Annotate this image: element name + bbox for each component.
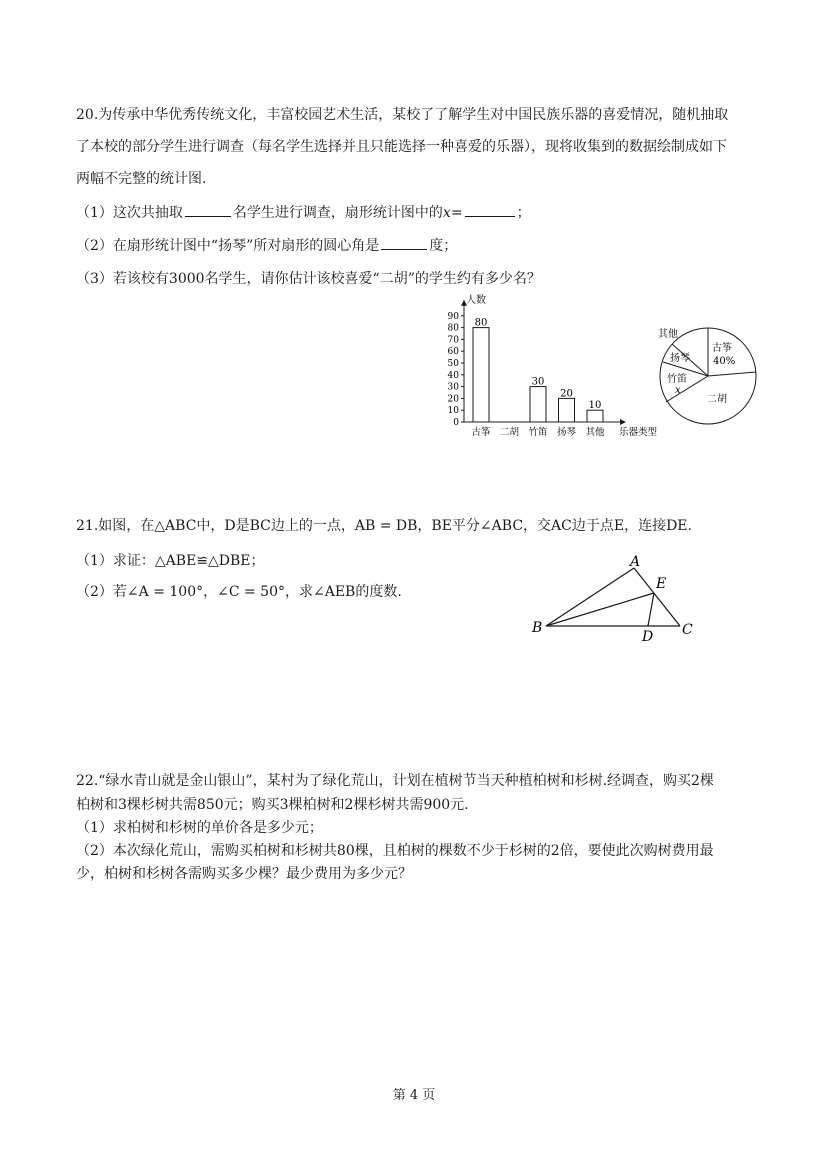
y-axis-label: 人数	[466, 295, 486, 306]
answer-blank	[185, 202, 231, 217]
q20-line3: 两幅不完整的统计图.	[76, 171, 207, 187]
label-E: E	[656, 576, 667, 592]
bar	[530, 387, 546, 422]
q20-line1: 20.为传承中华优秀传统文化，丰富校园艺术生活，某校了了解学生对中国民族乐器的喜爱情况，随机抽取	[76, 107, 729, 123]
pie-label-percent: 40%	[713, 356, 736, 367]
bar	[587, 410, 603, 422]
label-C: C	[682, 622, 693, 638]
bar-chart	[438, 292, 660, 442]
q21-part1: （1）求证：△ABE≌△DBE；	[76, 553, 265, 569]
bar	[473, 328, 489, 422]
answer-blank	[465, 202, 515, 217]
segment-BE	[546, 593, 654, 626]
bar-value-label: 30	[531, 376, 545, 388]
triangle-diagram	[526, 550, 702, 646]
x-tick-label: 古筝	[471, 427, 491, 438]
x-tick-label: 扬琴	[556, 427, 577, 438]
page-number: 第 4 页	[392, 1088, 436, 1103]
pie-label-erhu: 二胡	[707, 394, 727, 405]
y-tick-label: 60	[447, 347, 459, 358]
y-tick-label: 30	[447, 382, 459, 393]
q21-line1: 21.如图，在△ABC中，D是BC边上的一点，AB = DB，BE平分∠ABC，交AC边于点E，连接DE.	[76, 518, 692, 534]
q20-part1-text-a: （1）这次共抽取	[76, 205, 183, 221]
x-tick-label: 其他	[585, 427, 605, 438]
variable-x: x	[442, 205, 451, 221]
q20-part3: （3）若该校有3000名学生，请你估计该校喜爱“二胡”的学生约有多少名？	[76, 271, 541, 287]
q22-part2-line1: （2）本次绿化荒山，需购买柏树和杉树共80棵，且柏树的棵数不少于杉树的2倍，要使此次购树费用最	[76, 843, 714, 859]
pie-label-other: 其他	[658, 329, 678, 340]
pie-label-yangqin: 扬琴	[670, 353, 690, 364]
y-tick-label: 80	[447, 323, 459, 334]
x-tick-label: 二胡	[499, 427, 520, 438]
answer-blank	[381, 235, 427, 250]
y-tick-label: 40	[447, 370, 459, 381]
y-tick-label: 70	[447, 335, 459, 346]
q22-part2-line2: 少，柏树和杉树各需购买多少棵？最少费用为多少元？	[76, 866, 412, 882]
q20-part1-text-b: 名学生进行调查，扇形统计图中的	[232, 205, 443, 221]
pie-chart	[652, 320, 764, 432]
q20-part2	[76, 235, 457, 256]
y-tick-label: 20	[447, 394, 459, 405]
x-tick-label: 竹笛	[528, 427, 548, 438]
label-D: D	[642, 629, 654, 645]
pie-label-x: x	[675, 385, 681, 396]
segment-AB	[546, 568, 634, 626]
q20-line2: 了本校的部分学生进行调查（每名学生选择并且只能选择一种喜爱的乐器），现将收集到的数据绘制成如下	[76, 139, 727, 155]
q22-line2: 柏树和3棵杉树共需850元；购买3棵柏树和2棵杉树共需900元.	[76, 797, 469, 813]
y-tick-label: 0	[453, 418, 459, 428]
y-tick-label: 90	[447, 311, 459, 322]
q20-part2-text-b: 度；	[429, 238, 458, 254]
bar-value-label: 10	[588, 400, 602, 412]
y-tick-label: 10	[447, 406, 459, 417]
x-axis-arrow	[620, 419, 626, 425]
q20-part2-text-a: （2）在扇形统计图中“扬琴”所对扇形的圆心角是	[76, 238, 380, 254]
pie-divider	[708, 372, 756, 376]
segment-DE	[648, 593, 654, 626]
q21-part2: （2）若∠A = 100°，∠C = 50°，求∠AEB的度数.	[76, 584, 402, 600]
pie-label-zhudi: 竹笛	[667, 374, 687, 385]
y-tick-label: 50	[447, 359, 459, 369]
q22-part1: （1）求柏树和杉树的单价各是多少元；	[76, 820, 323, 836]
q22-line1: 22.“绿水青山就是金山银山”，某村为了绿化荒山，计划在植树节当天种植柏树和杉树.经调查，购买2棵	[76, 773, 714, 789]
equals-sign: =	[450, 205, 463, 221]
q20-part1-end: ；	[516, 205, 531, 221]
label-A: A	[630, 554, 641, 570]
bar-value-label: 80	[474, 317, 488, 329]
bar-value-label: 20	[560, 388, 573, 400]
x-axis-label: 乐器类型	[618, 427, 658, 438]
pie-label-guzheng: 古筝	[712, 343, 732, 354]
q20-part1	[76, 202, 531, 223]
bar	[559, 398, 575, 422]
label-B: B	[532, 620, 543, 636]
